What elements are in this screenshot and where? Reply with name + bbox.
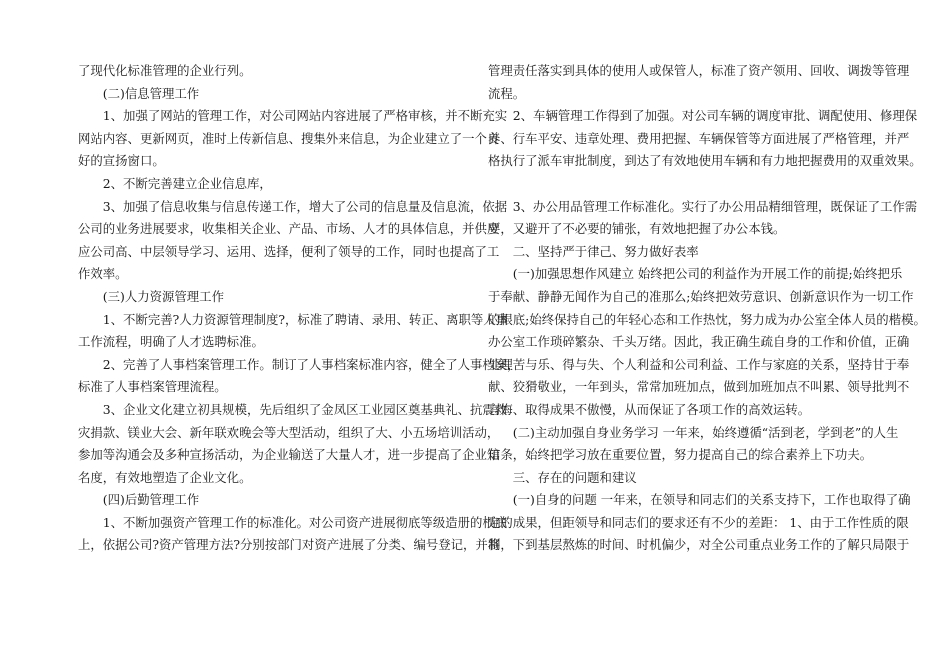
text-line: 格执行了派车审批制度，到达了有效地使用车辆和有力地把握费用的双重效果。 (488, 153, 922, 169)
text-line (488, 173, 866, 196)
text-line: 3、企业文化建立初具规模，先后组织了金凤区工业园区奠基典礼、抗震救 (78, 401, 508, 417)
text-line: 制，下到基层熬炼的时间、时机偏少，对全公司重点业务工作的了解只局限于 (488, 537, 910, 553)
text-line: 1、不断完善?人力资源管理制度?，标准了聘请、录用、转正、离职等人事 (78, 311, 509, 327)
text-line: 于奉献、静静无闻作为自己的准那么;始终把效劳意识、创新意识作为一切工作 (488, 288, 914, 304)
text-line: 三、存在的问题和建议 (488, 469, 637, 485)
text-line: (四)后勤管理工作 (78, 492, 200, 508)
text-line: (二)主动加强自身业务学习 一年来，始终遵循“活到老，学到老”的人生 (488, 424, 899, 440)
text-line: (三)人力资源管理工作 (78, 288, 224, 304)
text-line: 管理责任落实到具体的使用人或保管人，标准了资产领用、回收、调拨等管理 (488, 63, 910, 78)
text-line: 2、完善了人事档案管理工作。制订了人事档案标准内容，健全了人事档案， (78, 356, 520, 372)
text-line: 2、车辆管理工作得到了加强。对公司车辆的调度审批、调配使用、修理保 (488, 108, 918, 124)
text-line: 流程。 (488, 85, 526, 101)
text-line: 2、不断完善建立企业信息库， (78, 175, 272, 191)
right-column (488, 60, 926, 557)
text-line: 1、加强了网站的管理工作，对公司网站内容进展了严格审核，并不断充实 (78, 108, 508, 124)
text-line: 了现代化标准管理的企业行列。 (78, 63, 252, 78)
text-line: 献、狡猾敬业，一年到头，常常加班加点，做到加班加点不叫累、领导批判不 (488, 379, 910, 395)
text-line: 的根底;始终保持自己的年轻心态和工作热忱，努力成为办公室全体人员的楷模。 (488, 311, 926, 327)
text-line: 公司的业务进展要求，收集相关企业、产品、市场、人才的具体信息，并供应 (78, 221, 500, 237)
left-column (78, 60, 520, 557)
text-line: 工作流程，明确了人才选聘标准。 (78, 334, 264, 350)
text-line: 3、加强了信息收集与信息传递工作，增大了公司的信息量及信息流，依据 (78, 198, 508, 214)
text-line: 上，依据公司?资产管理方法?分别按部门对资产进展了分类、编号登记，并将 (78, 537, 501, 553)
text-line: 网站内容、更新网页，准时上传新信息、搜集外来信息，为企业建立了一个良 (78, 130, 500, 146)
text-line: 3、办公用品管理工作标准化。实行了办公用品精细管理，既保证了工作需 (488, 198, 918, 214)
text-line: (一)加强思想作风建立 始终把公司的利益作为开展工作的前提;始终把乐 (488, 266, 903, 282)
text-line: 言悔、取得成果不傲慢，从而保证了各项工作的高效运转。 (488, 401, 811, 417)
text-line: (二)信息管理工作 (78, 85, 200, 101)
text-line: 标准了人事档案管理流程。 (78, 379, 227, 395)
text-line: 作效率。 (78, 266, 128, 282)
text-line: 定的成果，但距领导和同志们的要求还有不少的差距： 1、由于工作性质的限 (488, 514, 909, 530)
text-line: 要，又避开了不必要的铺张，有效地把握了办公本钱。 (488, 221, 786, 237)
text-line: 办公室工作琐碎繁杂、千头万绪。因此，我正确生疏自身的工作和价值，正确 (488, 334, 910, 350)
text-line: 应公司高、中层领导学习、运用、选择，便利了领导的工作，同时也提高了工 (78, 243, 500, 259)
text-line: 二、坚持严于律己、努力做好表率 (488, 243, 699, 259)
text-line: 好的宣扬窗口。 (78, 153, 165, 169)
text-line: (一)自身的问题 一年来，在领导和同志们的关系支持下，工作也取得了确 (488, 492, 911, 508)
text-line: 信条，始终把学习放在重要位置，努力提高自己的综合素养上下功夫。 (488, 447, 873, 463)
text-line: 养、行车平安、违章处理、费用把握、车辆保管等方面进展了严格管理，并严 (488, 130, 910, 146)
text-line: 1、不断加强资产管理工作的标准化。对公司资产进展彻底等级造册的根底 (78, 514, 508, 530)
text-line: 处理苦与乐、得与失、个人利益和公司利益、工作与家庭的关系，坚持甘于奉 (488, 356, 910, 372)
text-line: 参加等沟通会及多种宣扬活动，为企业输送了大量人才，进一步提高了企业知 (78, 447, 500, 463)
text-line: 灾捐款、镁业大会、新年联欢晚会等大型活动，组织了大、小五场培训活动， (78, 424, 500, 440)
text-line: 名度，有效地塑造了企业文化。 (78, 469, 252, 485)
